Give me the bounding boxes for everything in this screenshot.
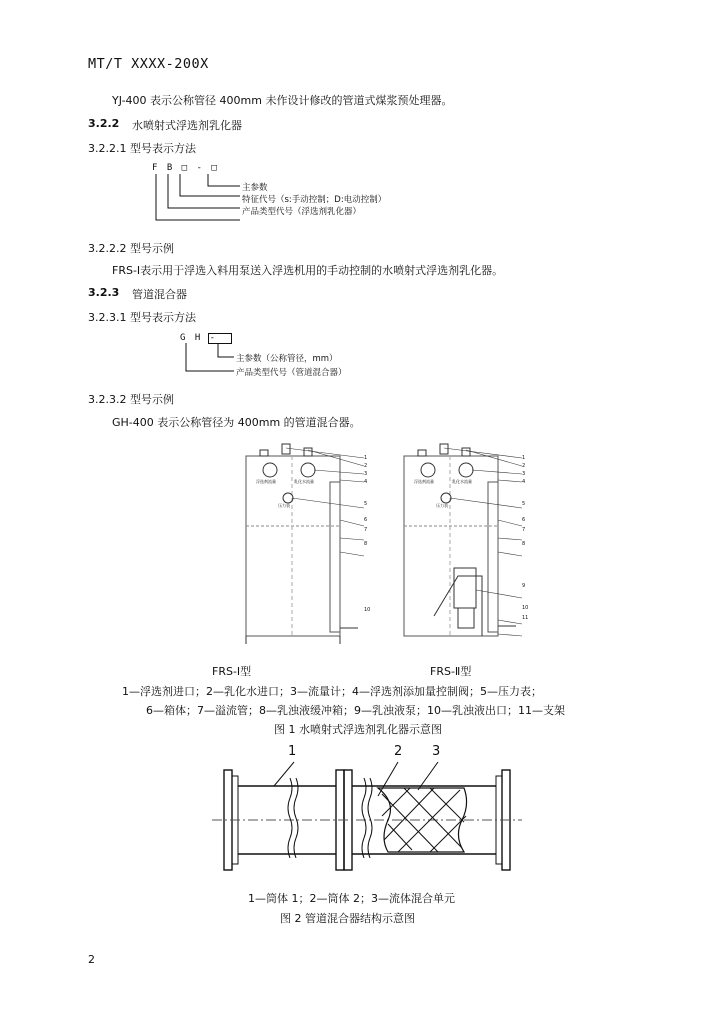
frs2-gauge-label-a: 浮选剂流量 <box>414 479 434 484</box>
frs1-part-number: 3 <box>364 471 368 477</box>
frs2-drawing <box>398 440 538 650</box>
figure2-title: 图 2 管道混合器结构示意图 <box>280 912 415 925</box>
frs2-part-number: 6 <box>522 517 526 523</box>
figure2-legend: 1—筒体 1；2—筒体 2；3—流体混合单元 <box>248 892 455 905</box>
frs1-gauge-label-a: 浮选剂流量 <box>256 479 276 484</box>
frs-model-code: F B □ - □ <box>152 163 219 173</box>
frs-label-feature: 特征代号（s:手动控制；D:电动控制） <box>242 195 387 205</box>
pipe-mixer-drawing <box>212 760 522 880</box>
frs2-part-number: 5 <box>522 501 526 507</box>
frs-label-main-param: 主参数 <box>242 183 268 193</box>
gh-model-code: G H - <box>180 333 218 343</box>
frs2-part-numbers <box>522 454 532 622</box>
fig2-label-2: 2 <box>394 744 403 759</box>
frs2-part-number: 8 <box>522 541 526 547</box>
frs2-part-number: 9 <box>522 583 526 589</box>
paragraph-yj: YJ-400 表示公称管径 400mm 未作设计修改的管道式煤浆预处理器。 <box>112 94 453 107</box>
frs1-part-number: 10 <box>364 607 371 613</box>
section-3232: 3.2.3.2 型号示例 <box>88 393 174 406</box>
frs2-part-number: 11 <box>522 615 529 621</box>
gh-label-main-param: 主参数（公称管径，mm） <box>236 354 338 364</box>
frs1-drawing <box>240 440 380 650</box>
section-3231: 3.2.3.1 型号表示方法 <box>88 311 196 324</box>
frs1-gauge-label-b: 乳化水流量 <box>294 479 314 484</box>
page-number: 2 <box>88 953 95 966</box>
section-322-number: 3.2.2 <box>88 117 120 130</box>
fig2-label-1: 1 <box>288 744 297 759</box>
paragraph-gh-example: GH-400 表示公称管径为 400mm 的管道混合器。 <box>112 416 361 429</box>
frs2-part-number: 7 <box>522 527 526 533</box>
paragraph-frs-example: FRS-Ⅰ表示用于浮选入料用泵送入浮选机用的手动控制的水喷射式浮选剂乳化器。 <box>112 264 504 277</box>
fig2-label-3: 3 <box>432 744 441 759</box>
frs1-part-number: 8 <box>364 541 368 547</box>
frs1-part-number: 5 <box>364 501 368 507</box>
frs1-part-number: 1 <box>364 455 368 461</box>
section-3221: 3.2.2.1 型号表示方法 <box>88 142 196 155</box>
frs1-part-number: 6 <box>364 517 368 523</box>
figure1-legend-line1: 1—浮选剂进口；2—乳化水进口；3—流量计；4—浮选剂添加量控制阀；5—压力表； <box>122 685 542 698</box>
frs2-part-number: 4 <box>522 479 526 485</box>
section-323-number: 3.2.3 <box>88 286 120 299</box>
frs2-gauge-label-c: 压力表 <box>436 503 448 508</box>
frs1-gauge-label-c: 压力表 <box>278 503 290 508</box>
section-322-title: 水喷射式浮选剂乳化器 <box>132 119 242 132</box>
gh-label-type: 产品类型代号（管道混合器） <box>236 368 347 378</box>
frs1-part-number: 7 <box>364 527 368 533</box>
frs2-part-number: 10 <box>522 605 529 611</box>
figure1-right-caption: FRS-Ⅱ型 <box>430 665 472 678</box>
standard-code: MT/T XXXX-200X <box>88 56 209 72</box>
figure1-left-caption: FRS-Ⅰ型 <box>212 665 252 678</box>
frs-label-type: 产品类型代号（浮选剂乳化器） <box>242 207 362 217</box>
frs1-part-number: 2 <box>364 463 368 469</box>
figure1-title: 图 1 水喷射式浮选剂乳化器示意图 <box>274 723 442 736</box>
figure1-legend-line2: 6—箱体；7—溢流管；8—乳浊液缓冲箱；9—乳浊液泵；10—乳浊液出口；11—支架 <box>146 704 565 717</box>
frs1-part-numbers <box>364 454 374 614</box>
section-323-title: 管道混合器 <box>132 288 187 301</box>
frs2-part-number: 3 <box>522 471 526 477</box>
frs1-part-number: 4 <box>364 479 368 485</box>
frs2-part-number: 2 <box>522 463 526 469</box>
frs2-gauge-label-b: 乳化水流量 <box>452 479 472 484</box>
section-3222: 3.2.2.2 型号示例 <box>88 242 174 255</box>
frs2-part-number: 1 <box>522 455 526 461</box>
